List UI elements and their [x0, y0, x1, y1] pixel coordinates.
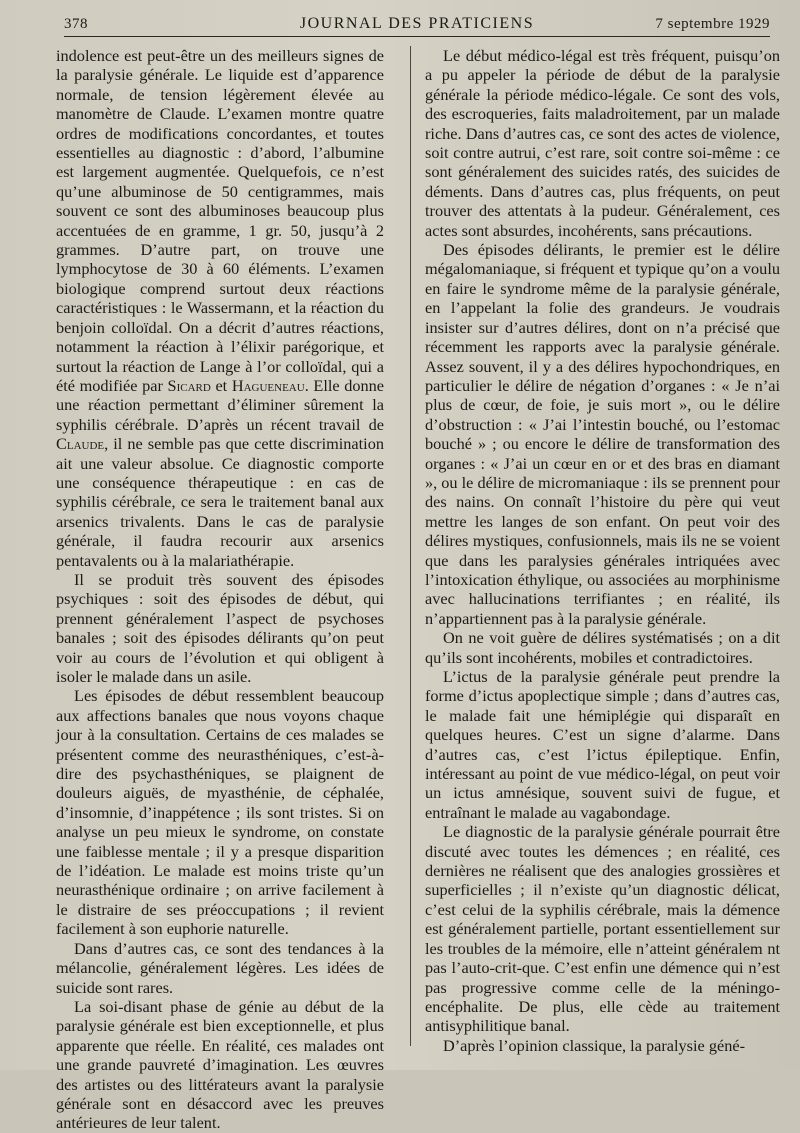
left-column	[56, 46, 384, 1133]
page-number: 378	[64, 16, 88, 32]
paragraph: Il se produit très souvent des épisodes psychiques : soit des épisodes de début, qui prennent généralement l’aspect de psychoses banales ; soit des épisodes délirants qu’on peut voir au cours de l’évolution et qui obligent à isoler le malade dans un asile.	[56, 569, 384, 686]
paragraph: Les épisodes de début ressemblent beaucoup aux affections banales que nous voyons chaque jour à la consultation. Certains de ces malades se présentent comme des neurasthéniques, c’est-à-dire des psychasthéniques, se plaignent de douleurs aiguës, de myasthénie, de céphalée, d’insomnie, d’inappétence ; ils sont tristes. Si on analyse un peu mieux le syndrome, on constate une faiblesse mentale ; il y a presque disparition de l’idéation. Le malade est moins triste qu’un neurasthénique ordinaire ; on arrive facilement à le distraire de ses préoccupations ; il revient facilement à son euphorie naturelle.	[56, 686, 384, 939]
page-header	[64, 14, 770, 37]
paragraph: Des épisodes délirants, le premier est le délire mégalomaniaque, si fréquent et typique qu’on a voulu en faire le syndrome même de la paralysie générale, en l’appelant la folie des grandeurs. Je voudrais insister sur d’autres délires, dont on n’a précisé que récemment les rapports avec la paralysie générale. Assez souvent, il y a des délires hypochondriques, en particulier le délire de négation d’organes : « Je n’ai plus de cœur, de foie, je suis mort », ou le délire d’obstruction : « J’ai l’intestin bouché, ou l’estomac bouché » ; ou encore le délire de transformation des organes : « J’ai un cœur en or et des bras en diamant », ou le délire de micromaniaque : ils se prennent pour des nains. On connaît l’histoire du père qui veut mettre les langes de son enfant. On peut voir des délires mystiques, confusionnels, mais ils ne se voient que dans les paralysies générales intriquées avec l’intoxication éthylique, ou associées au morphinisme avec hallucinations terrifiantes ; en réalité, ils n’appartiennent pas à la paralysie générale.	[425, 240, 780, 628]
paragraph: Le diagnostic de la paralysie générale pourrait être discuté avec toutes les démences ; en réalité, ces dernières ne réalisent que des analogies grossières et superficielles ; il n’existe qu’un diagnostic délicat, c’est celui de la syphilis cérébrale, mais la démence est généralement partielle, portant essentiellement sur les troubles de la mémoire, elle n’atteint généralem nt pas l’auto-crit-que. C’est enfin une démence qui n’est pas progressive comme celle de la méningo-encéphalite. De plus, elle cède au traitement antisyphilitique banal.	[425, 822, 780, 1036]
journal-title: JOURNAL DES PRATICIENS	[299, 15, 535, 32]
paragraph: L’ictus de la paralysie générale peut prendre la forme d’ictus apoplectique simple ; dans d’autres cas, le malade fait une hémiplégie qui disparaît en quelques heures. C’est un signe d’alarme. Dans d’autres cas, c’est l’ictus épileptique. Enfin, intéressant au point de vue médico-légal, on peut voir un ictus amnésique, souvent suivi de fugue, et entraînant le malade au vagabondage.	[425, 667, 780, 822]
paragraph: La soi-disant phase de génie au début de la paralysie générale est bien exceptionnelle, et plus apparente que réelle. En réalité, ces malades ont une grande pauvreté d’imagination. Les œuvres des artistes ou des littérateurs avant la paralysie générale sont en désaccord avec les preuves antérieures de leur talent.	[56, 996, 384, 1133]
paragraph: D’après l’opinion classique, la paralysie géné-	[443, 1035, 745, 1055]
paragraph: On ne voit guère de délires systématisés ; on a dit qu’ils sont incohérents, mobiles et contradictoires.	[425, 628, 780, 667]
paragraph: Le début médico-légal est très fréquent, puisqu’on a pu appeler la période de début de la paralysie générale la période médico-légale. Ce sont des vols, des escroqueries, faits maladroitement, par un malade riche. Dans d’autres cas, ce sont des actes de violence, soit contre autrui, c’est rare, soit contre soi-même : ce sont généralement des suicides ratés, des suicides de déments. Dans d’autres cas, plus fréquents, on peut trouver des attentats à la pudeur. Généralement, ces actes sont absurdes, incohérents, sans précautions.	[425, 46, 780, 240]
issue-date: 7 septembre 1929	[655, 16, 770, 32]
paragraph: Dans d’autres cas, ce sont des tendances à la mélancolie, généralement légères. Les idées de suicide sont rares.	[56, 938, 384, 997]
author-name: Hagueneau	[231, 375, 305, 395]
author-name: Sicard	[167, 375, 211, 395]
column-divider	[410, 46, 411, 1046]
author-name: Claude	[56, 434, 105, 454]
paragraph: indolence est peut-être un des meilleurs signes de la paralysie générale. Le liquide est d’apparence normale, de tension légèrement élevée au manomètre de Claude. L’examen montre quatre ordres de modifications concordantes, et toutes essentielles au diagnostic : d’abord, l’albumine est largement augmentée. Quelquefois, ce n’est qu’une albuminose de 50 centigrammes, mais souvent ce sont des albuminoses beaucoup plus accentuées de en gramme, 1 gr. 50, jusqu’à 2 grammes. D’autre part, on trouve une lymphocytose de 30 à 60 éléments. L’examen biologique comprend surtout deux réactions caractéristiques : le Wassermann, et la réaction du benjoin colloïdal. On a décrit d’autres réactions, notamment la réaction à l’élixir parégorique, et surtout la réaction de Lange à l’or colloïdal, qui a été modifiée par Sicard et Hagueneau. Elle donne une réaction permettant d’éliminer sûrement la syphilis cérébrale. D’après un récent travail de Claude, il ne semble pas que cette discrimination ait une valeur absolue. Ce diagnostic comporte une conséquence thérapeutique : en cas de syphilis cérébrale, ce sera le traitement banal aux arsenics trivalents. Dans le cas de paralysie générale, il faudra recourir aux arsenics pentavalents ou à la malariathérapie.	[56, 46, 385, 570]
right-column	[425, 46, 780, 1055]
